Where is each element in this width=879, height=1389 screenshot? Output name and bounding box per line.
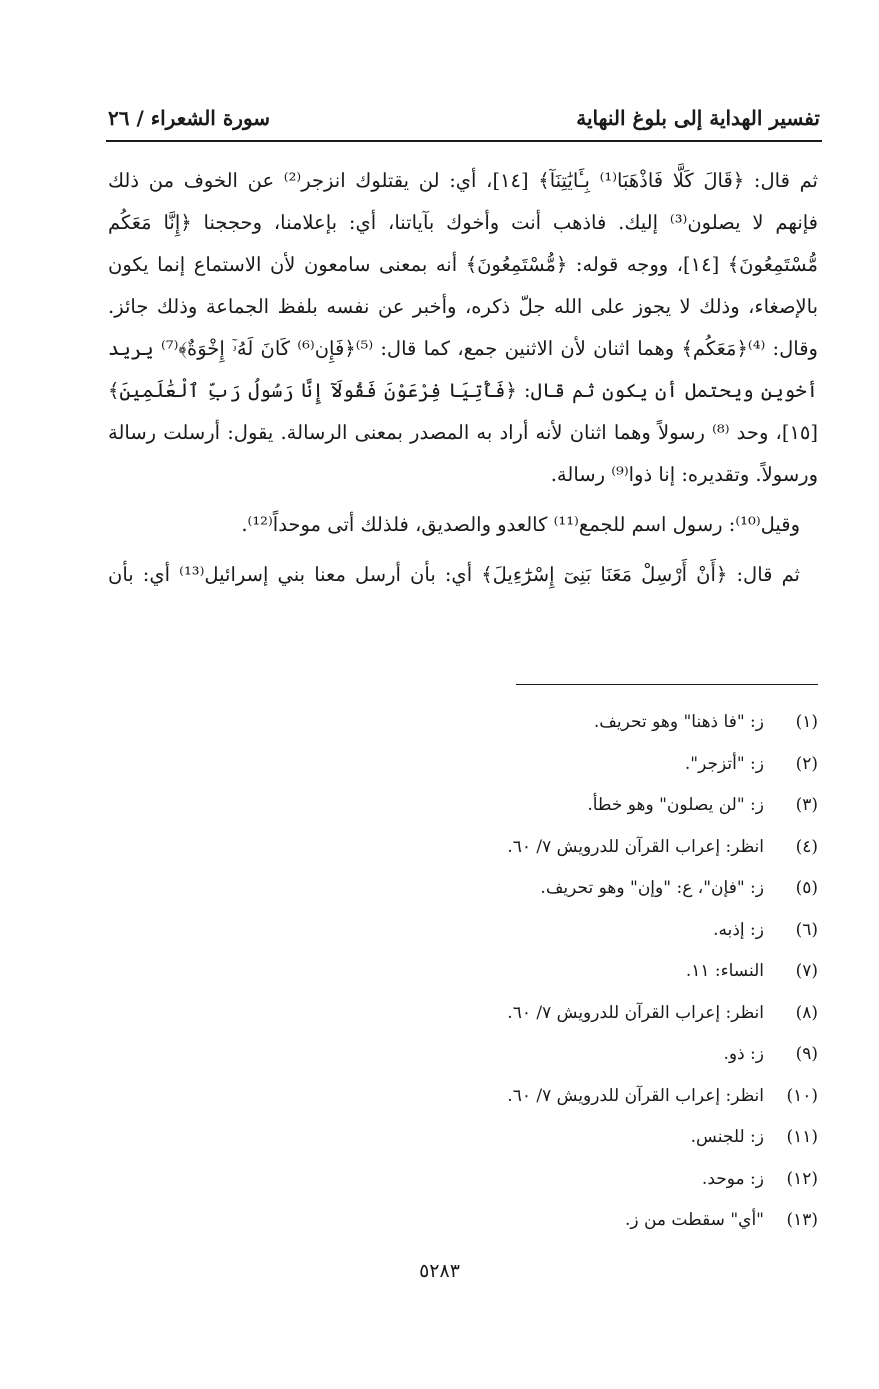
footnote-text: ز: "فإن"، ع: "وإن" وهو تحريف. <box>540 878 764 898</box>
surah-info: سورة الشعراء / ٢٦ <box>108 106 271 130</box>
footnote-text: "أي" سقطت من ز. <box>624 1210 764 1230</box>
paragraph: ثم قال: ﴿قَالَ كَلَّا فَاذْهَبَا⁽¹⁾ بِـَٔايَٰتِنَآ﴾ [١٤]، أي: لن يقتلوك انزجر⁽²⁾ عن الخوف من ذلك فإنهم لا يصلون⁽³⁾ إليك. فاذهب أنت وأخوك بآياتنا، أي: بإعلامنا، وحججنا ﴿إِنَّا مَعَكُم مُّسْتَمِعُونَ﴾ [١٤]، ووجه قوله: ﴿مُّسْتَمِعُونَ﴾ أنه بمعنى سامعون لأن الاستماع إنما يكون بالإصغاء، وذلك لا يجوز على الله جلّ ذكره، وأخبر عن نفسه بلفظ الجماعة وذلك جائز. وقال: ⁽⁴⁾﴿مَعَكُم﴾ وهما اثنان لأن الاثنين جمع، كما قال: ⁽⁵⁾﴿فَإِن⁽⁶⁾ كَانَ لَهُۥٓ إِخْوَةٌ﴾⁽⁷⁾ يريد أخوين ويحتمل أن يكون ثم قال: ﴿فَأْتِيَا فِرْعَوْنَ فَقُولَآ إِنَّا رَسُولُ رَبِّ ٱلْعَٰلَمِينَ﴾ [١٥]، وحد ⁽⁸⁾ رسولاً وهما اثنان لأنه أراد به المصدر بمعنى الرسالة. يقول: أرسلت رسالة ورسولاً. وتقديره: إنا ذوا⁽⁹⁾ رسالة. <box>108 169 819 486</box>
footnote <box>400 744 818 786</box>
footnote-text: ز: ذو. <box>723 1044 764 1064</box>
running-header <box>108 98 820 138</box>
footnote-number: (١٢) <box>786 1168 818 1189</box>
footnote-divider <box>516 684 818 685</box>
footnote-number: (٦) <box>795 919 818 940</box>
footnote <box>400 1159 818 1201</box>
footnote-text: ز: إذبه. <box>713 919 764 940</box>
paragraph: ثم قال: ﴿أَنْ أَرْسِلْ مَعَنَا بَنِىٓ إِسْرَٰٓءِيلَ﴾ أي: بأن أرسل معنا بني إسرائيل⁽¹³⁾ أي: بأن <box>108 563 800 586</box>
footnote <box>400 1034 818 1076</box>
footnote <box>400 702 818 744</box>
footnote-number: (٣) <box>795 795 818 815</box>
footnote <box>400 951 818 993</box>
footnote-number: (١) <box>795 712 818 732</box>
footnote <box>400 785 818 827</box>
footnote-text: ز: "فا ذهنا" وهو تحريف. <box>593 712 764 732</box>
footnote-number: (١٠) <box>786 1085 818 1106</box>
footnote-text: انظر: إعراب القرآن للدرويش ٧/ ٦٠. <box>507 1085 764 1106</box>
footnote-number: (٤) <box>795 836 818 857</box>
footnote <box>400 910 818 952</box>
footnote <box>400 1076 818 1118</box>
footnotes-list <box>400 702 818 1242</box>
footnote-number: (٧) <box>795 961 818 981</box>
page-number: ٥٢٨٣ <box>419 1260 460 1282</box>
paragraph: وقيل⁽¹⁰⁾: رسول اسم للجمع⁽¹¹⁾ كالعدو والصديق، فلذلك أتى موحداً⁽¹²⁾. <box>241 513 800 536</box>
footnote <box>400 993 818 1035</box>
header-divider <box>106 140 822 142</box>
footnote <box>400 1117 818 1159</box>
footnote-text: ز: موحد. <box>701 1168 764 1189</box>
footnote-number: (٢) <box>795 753 818 774</box>
book-title: تفسير الهداية إلى بلوغ النهاية <box>576 106 820 130</box>
footnote-number: (٨) <box>795 1002 818 1023</box>
footnote-text: ز: "لن يصلون" وهو خطأ. <box>587 795 764 815</box>
footnote-text: ز: "أتزجر". <box>684 753 764 774</box>
main-text <box>108 160 818 596</box>
footnote-text: النساء: ١١. <box>685 961 764 981</box>
footnote-text: ز: للجنس. <box>690 1127 764 1147</box>
footnote-number: (١٣) <box>786 1210 818 1230</box>
footnote-text: انظر: إعراب القرآن للدرويش ٧/ ٦٠. <box>507 1002 764 1023</box>
footnote <box>400 827 818 869</box>
footnote <box>400 868 818 910</box>
footnote <box>400 1200 818 1242</box>
footnote-text: انظر: إعراب القرآن للدرويش ٧/ ٦٠. <box>507 836 764 857</box>
footnote-number: (١١) <box>786 1127 818 1147</box>
footnote-number: (٩) <box>795 1044 818 1064</box>
footnote-number: (٥) <box>795 878 818 898</box>
